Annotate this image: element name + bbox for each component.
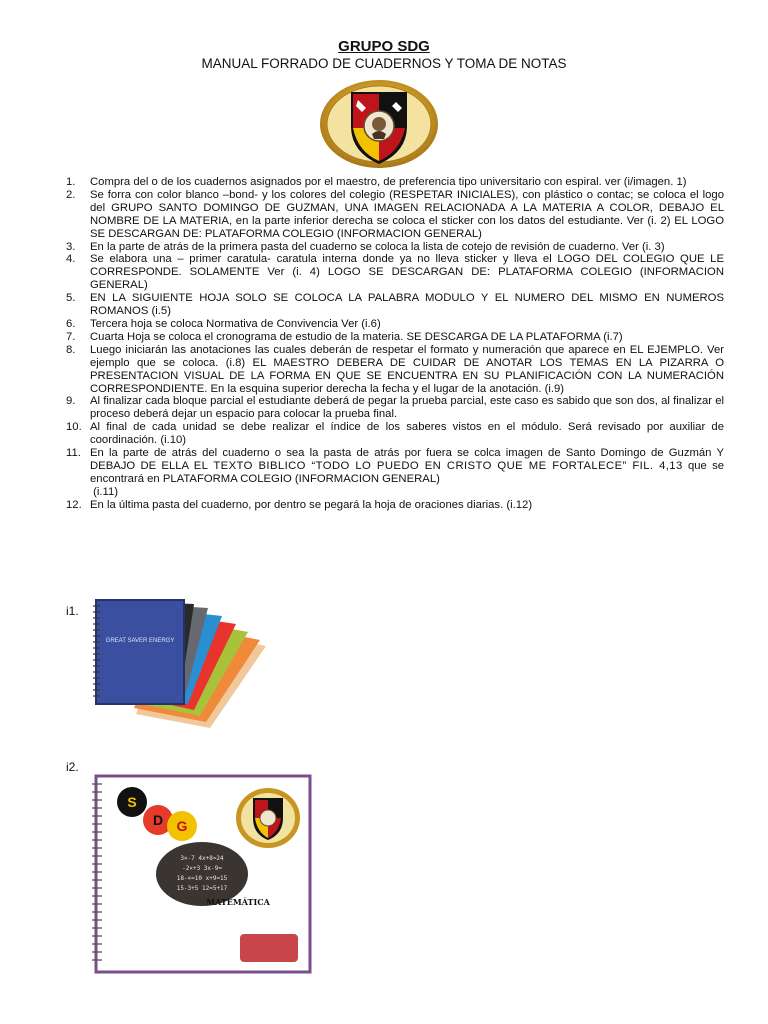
list-item: 1. Compra del o de los cuadernos asignados por el maestro, de preferencia tipo universitario con espiral. ver (i/imagen. 1) bbox=[66, 176, 687, 188]
chalkboard-line: 15-3+5 12=5+17 bbox=[176, 885, 228, 892]
notebooks-image bbox=[88, 596, 270, 728]
sdg-letter-d: D bbox=[152, 812, 164, 828]
student-sticker bbox=[240, 934, 298, 962]
figure-label-i1: i1. bbox=[66, 604, 79, 618]
chalkboard-line: 18-×=10 x+9=15 bbox=[176, 875, 228, 882]
chalkboard-line: 3×-7 4x+8=24 bbox=[180, 855, 224, 862]
list-item: 12. En la última pasta del cuaderno, por dentro se pegará la hoja de oraciones diarias. (i.12) bbox=[66, 498, 533, 511]
list-item: 4. Se elabora una – primer caratula- caratula interna donde ya no lleva sticker y lleva el LOGO DEL COLEGIO QUE LE CORRESPONDE. SOLAMENTE Ver (i. 4) LOGO SE DESCARGAN DE: PLATAFORMA COLEGIO (INFORMACION GENERAL) bbox=[66, 253, 724, 292]
list-item: 6. Tercera hoja se coloca Normativa de Convivencia Ver (i.6) bbox=[66, 317, 381, 330]
list-item: 5. EN LA SIGUIENTE HOJA SOLO SE COLOCA LA PALABRA MODULO Y EL NUMERO DEL MISMO EN NUMEROS ROMANOS (i.5) bbox=[66, 292, 724, 318]
small-crest-logo bbox=[236, 788, 300, 848]
chalkboard-line: -2×+3 3x-9= bbox=[182, 865, 222, 872]
sdg-letter-s: S bbox=[127, 794, 137, 810]
list-item: 3. En la parte de atrás de la primera pasta del cuaderno se coloca la lista de cotejo de revisión de cuaderno. Ver (i. 3) bbox=[66, 240, 665, 253]
list-item: 7. Cuarta Hoja se coloca el cronograma de estudio de la materia. SE DESCARGA DE LA PLATAFORMA (i.7) bbox=[66, 330, 623, 343]
notebook-cover-text: GREAT SAVER ENERGY bbox=[105, 638, 175, 644]
bible-verse-text: EL TEXTO BIBLICO “TODO LO PUEDO EN CRISTO QUE ME FORTALECE” FIL. 4,13 bbox=[193, 459, 683, 472]
figure-label-i2: i2. bbox=[66, 760, 79, 774]
school-crest-logo bbox=[318, 78, 440, 170]
sdg-letter-g: G bbox=[176, 818, 188, 834]
subject-name: MATEMÁTICA bbox=[206, 897, 270, 907]
list-item: 8. Luego iniciarán las anotaciones las cuales deberán de respetar el formato y numeración que aparece en EL EJEMPLO. Ver ejemplo que se coloca. (i.8) EL MAESTRO DEBERA DE CUIDAR DE ANOTAR LOS TEMAS EN LA PIZARRA O PRESENTACION VISUAL DE LA FORMA EN QUE SE ENCUENTRA EN SU PLANIFICACIÓN CON LA NUMERACIÓN CORRESPONDIENTE. En la esquina superior derecha la fecha y el lugar de la anotación. (i.9) bbox=[66, 343, 724, 395]
document-subtitle: MANUAL FORRADO DE CUADERNOS Y TOMA DE NOTAS bbox=[201, 56, 567, 71]
document-title: GRUPO SDG bbox=[338, 38, 430, 55]
list-item: 2. Se forra con color blanco –bond- y los colores del colegio (RESPETAR INICIALES), con plástico o contac; se coloca el logo del GRUPO SANTO DOMINGO DE GUZMAN, UNA IMAGEN RELACIONADA A LA MATERIA A COLOR, DEBAJO EL NOMBRE DE LA MATERIA, en la parte inferior derecha se coloca el sticker con los datos del estudiante. Ver (i. 2) EL LOGO SE DESCARGAN DE: PLATAFORMA COLEGIO (INFORMACION GENERAL) bbox=[66, 188, 724, 240]
list-item: 10. Al final de cada unidad se debe realizar el índice de los saberes vistos en el módulo. Será revisado por auxiliar de coordinación. (i.10) bbox=[66, 421, 724, 447]
list-item: 9. Al finalizar cada bloque parcial el estudiante deberá de pegar la prueba parcial, este caso es sabido que son dos, al finalizar el proceso deberá dejar un espacio para colocar la prueba final. bbox=[66, 395, 724, 421]
list-item: 11. En la parte de atrás del cuaderno o sea la pasta de atrás por fuera se colca imagen de Santo Domingo de Guzmán Y DEBAJO DE ELLA EL TEXTO BIBLICO “TODO LO PUEDO EN CRISTO QUE ME FORTALECE” FIL. 4,13 que se encontrará en PLATAFORMA COLEGIO (INFORMACION GENERAL) (i.11) bbox=[66, 447, 724, 498]
instruction-list bbox=[66, 176, 724, 512]
notebook-cover-example bbox=[90, 774, 312, 974]
